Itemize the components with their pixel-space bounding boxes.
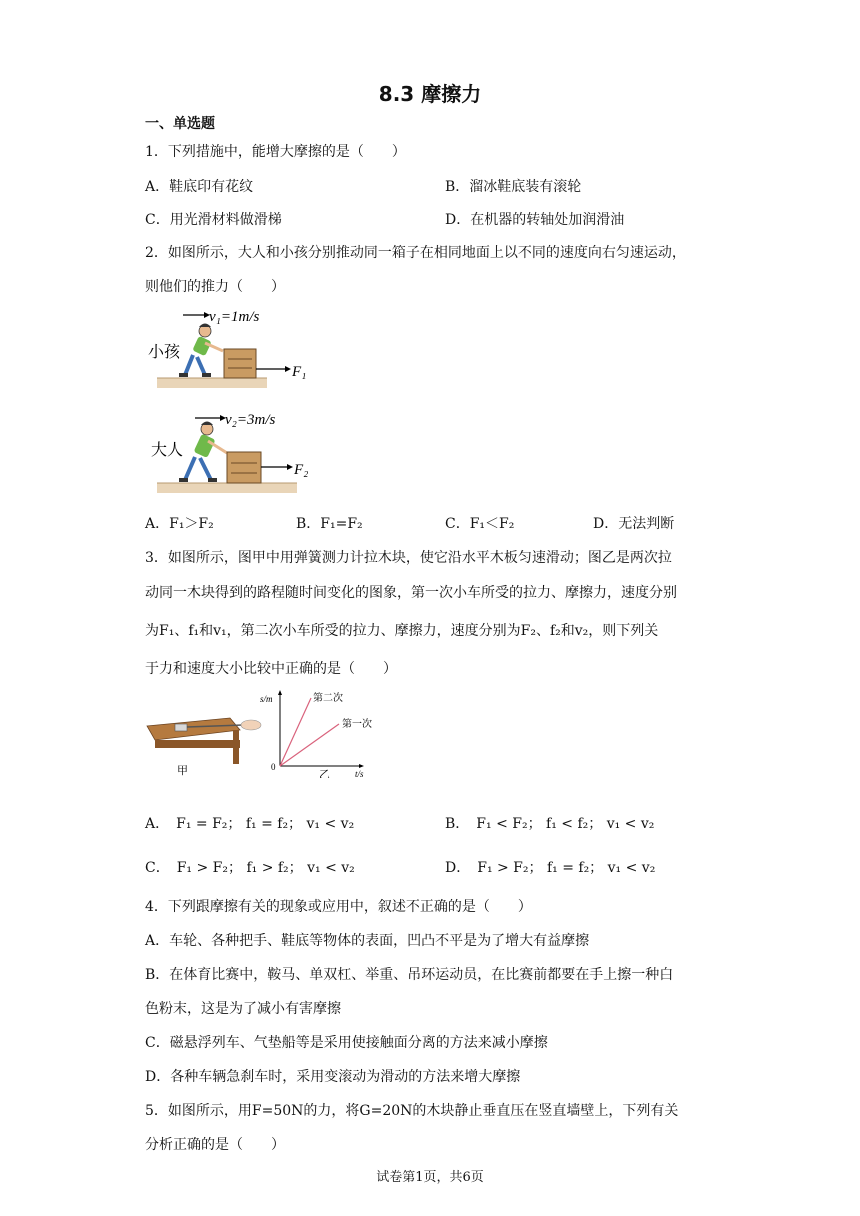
origin-label: 0 <box>271 762 276 772</box>
page-footer: 试卷第1页，共6页 <box>376 1170 484 1185</box>
adult-label: 大人 <box>151 440 184 459</box>
q2-stem-line1: 2．如图所示，大人和小孩分别推动同一箱子在相同地面上以不同的速度向右匀速运动， <box>145 245 686 261</box>
box-bottom <box>227 452 261 483</box>
q5-stem-line1: 5．如图所示，用F=50N的力，将G=20N的木块静止垂直压在竖直墙壁上，下列有关 <box>145 1103 679 1119</box>
q3-stem-line4: 于力和速度大小比较中正确的是（ ） <box>145 661 397 677</box>
q1-option-d: D．在机器的转轴处加润滑油 <box>445 212 625 228</box>
q4-option-b-line1: B．在体育比赛中，鞍马、单双杠、举重、吊环运动员，在比赛前都要在手上擦一种白 <box>145 967 674 983</box>
q4-stem: 4．下列跟摩擦有关的现象或应用中，叙述不正确的是（ ） <box>145 899 532 915</box>
first-label: 第一次 <box>342 719 372 730</box>
q2-option-a: A．F₁＞F₂ <box>145 516 214 532</box>
q3-option-c: C． F₁ > F₂； f₁ > f₂； v₁ < v₂ <box>145 860 355 876</box>
v1-label: v₁=1m/s <box>209 309 260 325</box>
q4-option-b-line2: 色粉末，这是为了减小有害摩擦 <box>145 1001 341 1017</box>
x-axis-label: t/s <box>355 769 364 778</box>
second-label: 第二次 <box>313 693 343 704</box>
child-figure <box>179 324 223 378</box>
y-axis-label: s/m <box>260 694 273 704</box>
q4-option-a: A．车轮、各种把手、鞋底等物体的表面，凹凸不平是为了增大有益摩擦 <box>145 933 590 949</box>
second-line <box>280 698 311 766</box>
box-top <box>224 349 256 378</box>
q3-stem-line3: 为F₁、f₁和v₁，第二次小车所受的拉力、摩擦力，速度分别为F₂、f₂和v₂，则下列关 <box>145 623 659 639</box>
q3-option-b: B． F₁ < F₂； f₁ < f₂； v₁ < v₂ <box>445 816 655 832</box>
q4-option-c: C．磁悬浮列车、气垫船等是采用使接触面分离的方法来减小摩擦 <box>145 1035 548 1051</box>
f1-label: F₁ <box>292 364 307 380</box>
adult-figure <box>179 422 227 483</box>
q1-option-c: C．用光滑材料做滑梯 <box>145 212 282 228</box>
page-title: 8.3 摩擦力 <box>378 82 482 106</box>
q4-option-d: D．各种车辆急刹车时，采用变滚动为滑动的方法来增大摩擦 <box>145 1069 521 1085</box>
v2-label: v₂=3m/s <box>225 412 276 428</box>
f2-label: F₂ <box>294 462 309 478</box>
yi-label: 乙 <box>319 768 330 778</box>
q2-figure <box>145 305 320 497</box>
q3-option-d: D． F₁ > F₂； f₁ = f₂； v₁ < v₂ <box>445 860 656 876</box>
q3-stem-line1: 3．如图所示，图甲中用弹簧测力计拉木块，使它沿水平木板匀速滑动；图乙是两次拉 <box>145 550 672 566</box>
q5-stem-line2: 分析正确的是（ ） <box>145 1137 285 1153</box>
ground-bottom <box>157 483 297 493</box>
q1-stem: 1．下列措施中，能增大摩擦的是（ ） <box>145 144 406 160</box>
q1-option-a: A．鞋底印有花纹 <box>145 179 254 195</box>
q3-figure <box>145 688 385 778</box>
q2-option-c: C．F₁＜F₂ <box>445 516 515 532</box>
ground-top <box>157 378 267 388</box>
q1-option-b: B．溜冰鞋底装有滚轮 <box>445 179 582 195</box>
q2-option-b: B．F₁=F₂ <box>296 516 363 532</box>
first-line <box>280 724 339 766</box>
section-heading: 一、单选题 <box>145 116 215 132</box>
q2-stem-line2: 则他们的推力（ ） <box>145 279 285 295</box>
jia-label: 甲 <box>177 764 188 777</box>
q2-option-d: D．无法判断 <box>593 516 675 532</box>
q3-stem-line2: 动同一木块得到的路程随时间变化的图象，第一次小车所受的拉力、摩擦力，速度分别 <box>145 585 677 601</box>
q3-option-a: A． F₁ = F₂； f₁ = f₂； v₁ < v₂ <box>145 816 355 832</box>
table-figure <box>147 718 261 764</box>
child-label: 小孩 <box>148 342 181 361</box>
